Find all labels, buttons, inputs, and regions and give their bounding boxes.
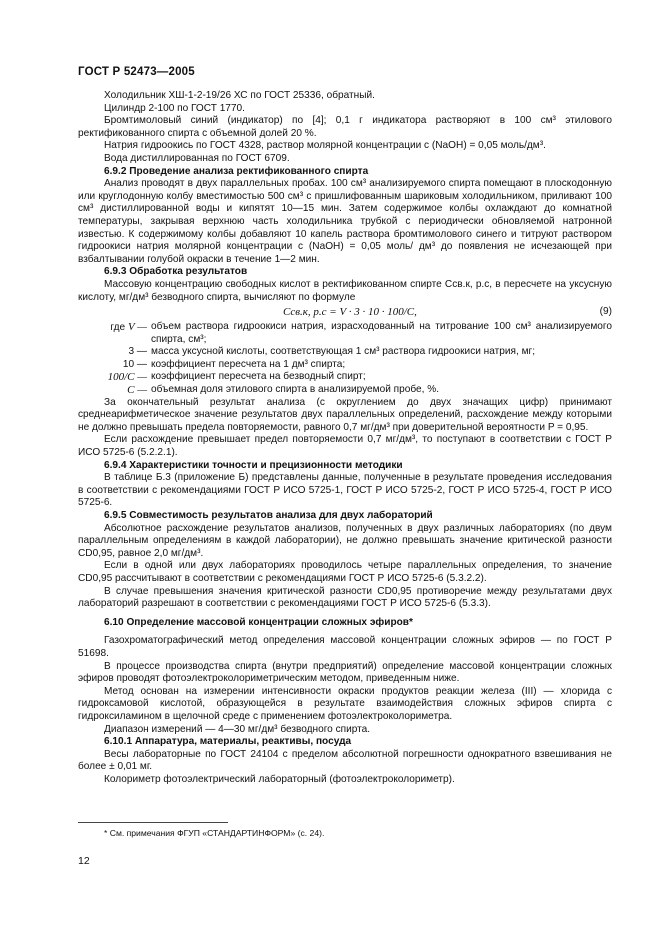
paragraph-final-result: За окончательный результат анализа (с округлением до двух значащих цифр) принимают среднеарифметическое значение результатов двух параллельных определений, расхождение между которыми не должно превышать предела повторяемости, равного 0,7 мг/дм³ при доверительной вероятности P = 0,95. bbox=[78, 396, 612, 433]
formula-9 bbox=[78, 305, 612, 320]
paragraph-scales: Весы лабораторные по ГОСТ 24104 с пределом абсолютной погрешности однократного взвешивания не более ± 0,01 мг. bbox=[78, 748, 612, 773]
definition-where: где bbox=[110, 322, 126, 334]
heading-6-9-3: 6.9.3 Обработка результатов bbox=[104, 266, 248, 278]
definition-row bbox=[78, 321, 612, 346]
definition-row bbox=[78, 371, 612, 384]
paragraph-formula-intro: Массовую концентрацию свободных кислот в ректификованном спирте Cсв.к, р.с, в пересчете на уксусную кислоту, мг/дм³ безводного спирта, вычисляют по формуле bbox=[78, 278, 612, 303]
heading-6-10-1: 6.10.1 Аппаратура, материалы, реактивы, посуда bbox=[104, 736, 352, 748]
document-body bbox=[78, 90, 612, 786]
paragraph-precision: В таблице Б.3 (приложение Б) представлены данные, полученные в результате проведения исследования в соответствии с рекомендациями ГОСТ Р ИСО 5725-1, ГОСТ Р ИСО 5725-2, ГОСТ Р ИСО 5725-4, ГОСТ Р ИСО 5725-6. bbox=[78, 472, 612, 509]
page-number: 12 bbox=[78, 855, 90, 867]
paragraph-compat-3: В случае превышения значения критической разности CD0,95 противоречие между результатами двух лабораторий разрешают в соответствии с рекомендациями ГОСТ Р ИСО 5725-6 (5.3.3). bbox=[78, 585, 612, 610]
definition-term: 3 — bbox=[128, 346, 147, 358]
paragraph-range: Диапазон измерений — 4—30 мг/дм³ безводного спирта. bbox=[104, 723, 371, 735]
footnote: * См. примечания ФГУП «СТАНДАРТИНФОРМ» (с. 24). bbox=[104, 828, 325, 838]
paragraph-gc-method: Газохроматографический метод определения массовой концентрации сложных эфиров — по ГОСТ Р 51698. bbox=[78, 635, 612, 659]
paragraph-water: Вода дистиллированная по ГОСТ 6709. bbox=[104, 152, 290, 164]
heading-6-9-2: 6.9.2 Проведение анализа ректификованного спирта bbox=[104, 165, 369, 177]
paragraph-production: В процессе производства спирта (внутри предприятий) определение массовой концентрации сложных эфиров проводят фотоэлектроколориметрическим методом, приведенным ниже. bbox=[78, 660, 612, 685]
heading-6-10: 6.10 Определение массовой концентрации сложных эфиров* bbox=[104, 616, 413, 628]
paragraph-compat-1: Абсолютное расхождение результатов анализов, полученных в двух различных лабораториях (по двум параллельным определениям в каждой лаборатории), не должно превышать значение критической разности CD0,95, равное 2,0 мг/дм³. bbox=[78, 522, 612, 559]
formula-expression: Cсв.к, р.с = V · 3 · 10 · 100/C, bbox=[283, 306, 417, 319]
definition-text: объем раствора гидроокиси натрия, израсходованный на титрование 100 см³ анализируемого спирта, см³; bbox=[151, 321, 612, 345]
definition-term: 10 — bbox=[122, 358, 147, 370]
paragraph-analysis: Анализ проводят в двух параллельных пробах. 100 см³ анализируемого спирта помещают в плоскодонную или круглодонную колбу вместимостью 500 см³ с пришлифованным шариковым холодильником, приливают 100 см³ дистиллированной воды и кипятят 10—15 мин. Затем содержимое колбы охлаждают до комнатной температуры, закрывая верхнюю часть холодильника трубкой с периодически обновляемой натронной известью. К содержимому колбы добавляют 10 капель раствора бромтимолового синего и титруют раствором гидроокиси натрия молярной концентрации с (NaOH) = 0,05 моль/ дм³ до появления не исчезающей при взбалтывании голубой окраски в течение 1—2 мин. bbox=[78, 178, 612, 265]
heading-6-9-4: 6.9.4 Характеристики точности и прецизионности методики bbox=[104, 459, 403, 471]
definition-text: коэффициент пересчета на безводный спирт; bbox=[151, 371, 366, 383]
formula-definitions bbox=[78, 321, 612, 397]
definition-term: V — bbox=[127, 321, 147, 334]
paragraph-cylinder: Цилиндр 2-100 по ГОСТ 1770. bbox=[104, 102, 245, 114]
definition-row bbox=[78, 359, 612, 372]
definition-text: масса уксусной кислоты, соответствующая 1 см³ раствора гидроокиси натрия, мг; bbox=[151, 346, 536, 358]
definition-row bbox=[78, 346, 612, 359]
definition-text: объемная доля этилового спирта в анализируемой пробе, %. bbox=[151, 384, 440, 396]
paragraph-condenser: Холодильник ХШ-1-2-19/26 ХС по ГОСТ 25336, обратный. bbox=[104, 90, 375, 101]
paragraph-compat-2: Если в одной или двух лабораториях проводилось четыре параллельных определения, то значение CD0,95 рассчитывают в соответствии с рекомендациями ГОСТ Р ИСО 5725-6 (5.3.2.2). bbox=[78, 560, 612, 584]
definition-text: коэффициент пересчета на 1 дм³ спирта; bbox=[151, 358, 346, 370]
definition-row bbox=[78, 384, 612, 397]
paragraph-method-basis: Метод основан на измерении интенсивности окраски продуктов реакции железа (III) — хлорида с гидроксамовой кислотой, образующейся в результате взаимодействия сложных эфиров спирта с гидроксиламином в щелочной среде с применением фотоэлектроколориметра. bbox=[78, 685, 612, 722]
heading-6-9-5: 6.9.5 Совместимость результатов анализа для двух лабораторий bbox=[104, 510, 433, 521]
formula-number: (9) bbox=[599, 306, 612, 318]
paragraph-repeatability: Если расхождение превышает предел повторяемости 0,7 мг/дм³, то поступают в соответствии с ГОСТ Р ИСО 5725-6 (5.2.2.1). bbox=[78, 434, 612, 459]
paragraph-colorimeter: Колориметр фотоэлектрический лабораторный (фотоэлектроколориметр). bbox=[104, 773, 455, 785]
document-header: ГОСТ Р 52473—2005 bbox=[78, 66, 195, 78]
paragraph-indicator: Бромтимоловый синий (индикатор) по [4]; 0,1 г индикатора растворяют в 100 см³ этилового ректификованного спирта с объемной долей 20 %. bbox=[78, 115, 612, 139]
paragraph-naoh: Натрия гидроокись по ГОСТ 4328, раствор молярной концентрации с (NaOH) = 0,05 моль/дм³. bbox=[104, 140, 546, 152]
footnote-separator bbox=[78, 822, 228, 823]
definition-term: C — bbox=[127, 384, 147, 397]
definition-term: 100/C — bbox=[107, 371, 147, 384]
